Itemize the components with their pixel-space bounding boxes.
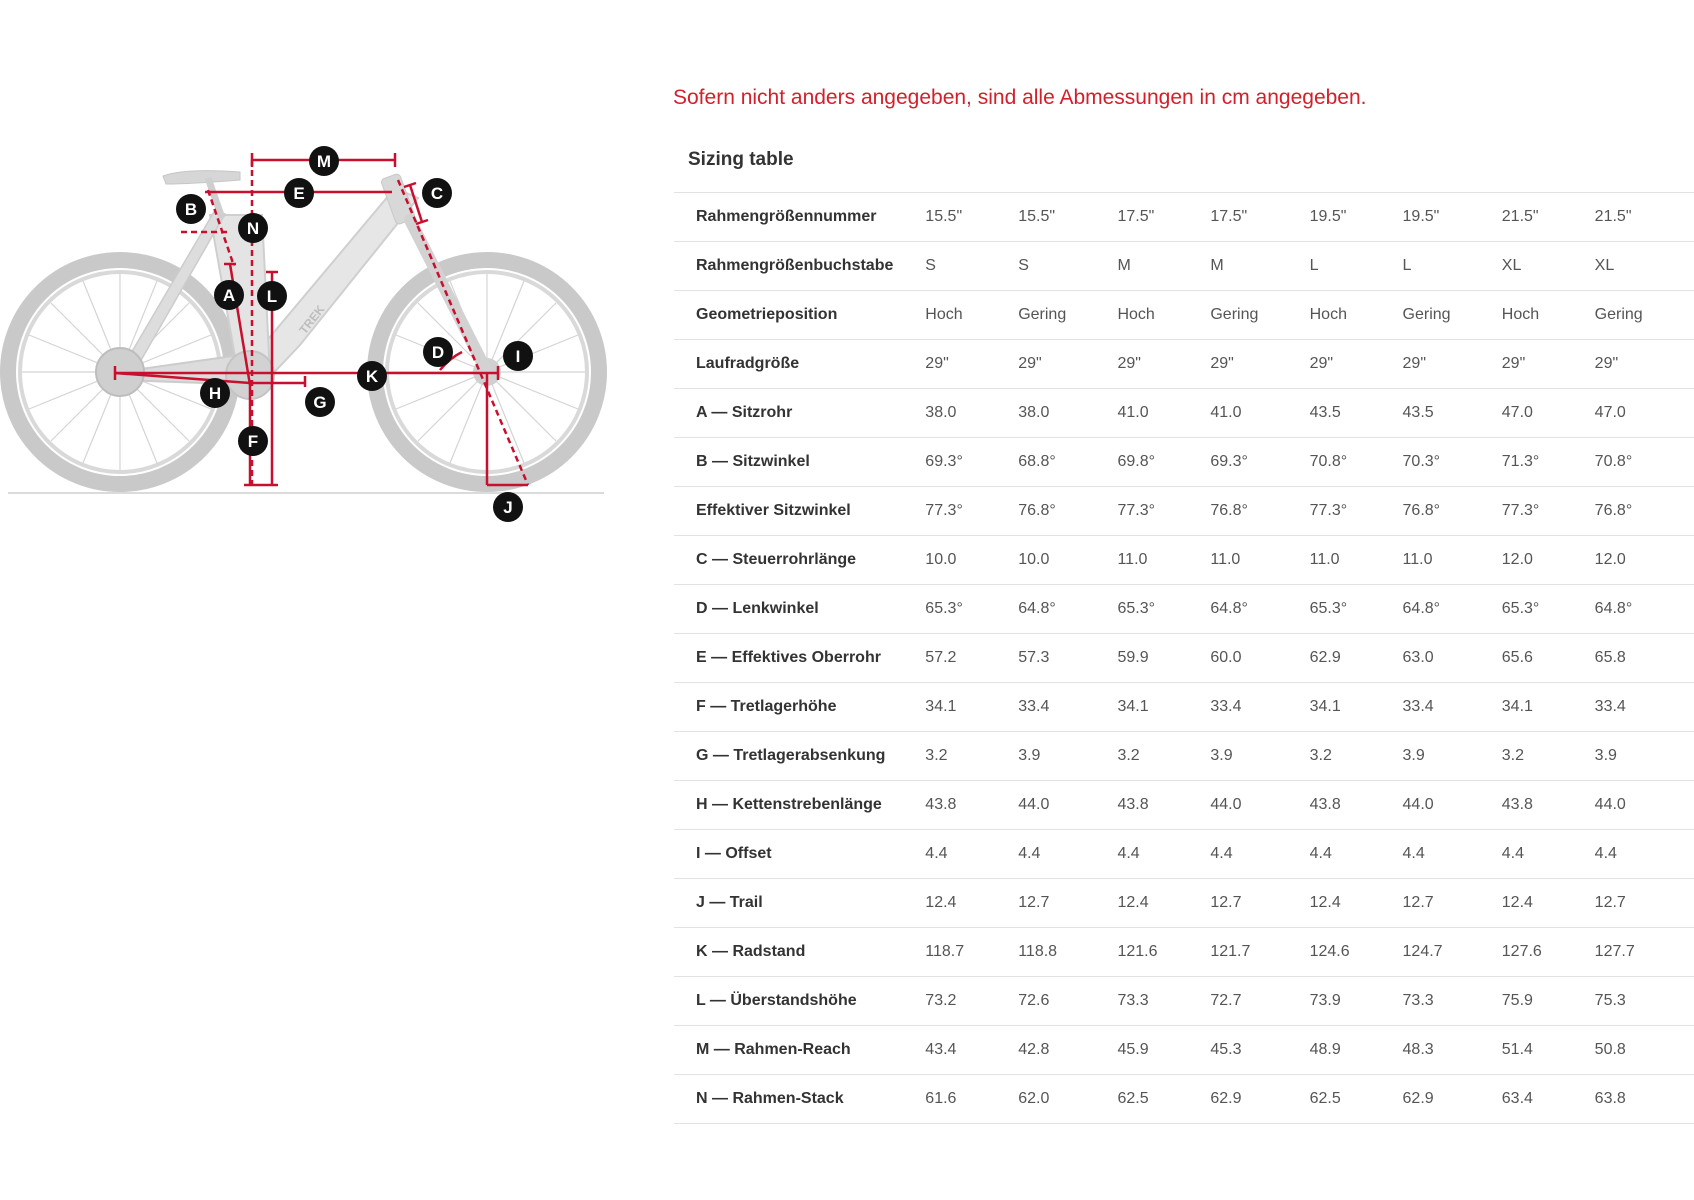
table-cell: 73.9 bbox=[1310, 977, 1403, 1026]
table-row bbox=[674, 340, 1694, 389]
table-cell: 42.8 bbox=[1018, 1026, 1117, 1075]
table-cell: 41.0 bbox=[1210, 389, 1309, 438]
table-cell: 45.3 bbox=[1210, 1026, 1309, 1075]
table-cell: 57.2 bbox=[925, 634, 1018, 683]
table-cell: 3.9 bbox=[1595, 732, 1694, 781]
table-cell: 62.9 bbox=[1310, 634, 1403, 683]
table-cell: 68.8° bbox=[1018, 438, 1117, 487]
table-cell: 69.3° bbox=[925, 438, 1018, 487]
table-cell: 118.8 bbox=[1018, 928, 1117, 977]
table-cell: 34.1 bbox=[1310, 683, 1403, 732]
table-row bbox=[674, 487, 1694, 536]
table-cell: 47.0 bbox=[1502, 389, 1595, 438]
row-label: Effektiver Sitzwinkel bbox=[674, 487, 925, 536]
table-cell: 29" bbox=[1117, 340, 1210, 389]
table-cell: 29" bbox=[1310, 340, 1403, 389]
table-cell: 124.7 bbox=[1403, 928, 1502, 977]
row-label: Rahmengrößenbuchstabe bbox=[674, 242, 925, 291]
section-title: Sizing table bbox=[688, 149, 794, 170]
table-cell: 4.4 bbox=[1403, 830, 1502, 879]
table-cell: 127.6 bbox=[1502, 928, 1595, 977]
table-cell: 11.0 bbox=[1117, 536, 1210, 585]
svg-text:L: L bbox=[266, 287, 278, 306]
table-row bbox=[674, 438, 1694, 487]
table-cell: 4.4 bbox=[1117, 830, 1210, 879]
table-row bbox=[674, 634, 1694, 683]
sizing-table bbox=[674, 192, 1694, 1124]
dimension-badge-g bbox=[305, 387, 335, 417]
svg-text:J: J bbox=[503, 498, 513, 517]
table-cell: 43.8 bbox=[1310, 781, 1403, 830]
table-cell: 48.3 bbox=[1403, 1026, 1502, 1075]
table-cell: 43.8 bbox=[1117, 781, 1210, 830]
table-cell: 43.4 bbox=[925, 1026, 1018, 1075]
table-cell: 34.1 bbox=[1502, 683, 1595, 732]
svg-text:A: A bbox=[222, 286, 236, 305]
dimension-badge-d bbox=[423, 337, 453, 367]
table-cell: 44.0 bbox=[1595, 781, 1694, 830]
table-row bbox=[674, 389, 1694, 438]
table-cell: 64.8° bbox=[1018, 585, 1117, 634]
row-label: J — Trail bbox=[674, 879, 925, 928]
table-cell: XL bbox=[1502, 242, 1595, 291]
dimension-badge-e bbox=[284, 178, 314, 208]
svg-text:D: D bbox=[431, 343, 445, 362]
table-row bbox=[674, 1026, 1694, 1075]
table-row bbox=[674, 585, 1694, 634]
svg-text:B: B bbox=[184, 200, 198, 219]
table-cell: S bbox=[925, 242, 1018, 291]
table-cell: 51.4 bbox=[1502, 1026, 1595, 1075]
table-row bbox=[674, 977, 1694, 1026]
table-cell: M bbox=[1117, 242, 1210, 291]
table-cell: 65.3° bbox=[1310, 585, 1403, 634]
table-cell: 121.7 bbox=[1210, 928, 1309, 977]
table-cell: 70.8° bbox=[1595, 438, 1694, 487]
table-cell: 62.0 bbox=[1018, 1075, 1117, 1124]
row-label: Laufradgröße bbox=[674, 340, 925, 389]
table-cell: 29" bbox=[1403, 340, 1502, 389]
brand-mark: TREK bbox=[296, 302, 328, 337]
table-cell: 63.4 bbox=[1502, 1075, 1595, 1124]
table-row bbox=[674, 879, 1694, 928]
table-cell: 65.3° bbox=[1502, 585, 1595, 634]
table-row bbox=[674, 536, 1694, 585]
table-cell: 73.3 bbox=[1403, 977, 1502, 1026]
dimension-badge-j bbox=[493, 492, 523, 522]
table-cell: Gering bbox=[1403, 291, 1502, 340]
dimension-badge-h bbox=[200, 378, 230, 408]
table-row bbox=[674, 683, 1694, 732]
table-cell: 127.7 bbox=[1595, 928, 1694, 977]
table-cell: 70.8° bbox=[1310, 438, 1403, 487]
table-cell: 33.4 bbox=[1595, 683, 1694, 732]
table-cell: 33.4 bbox=[1210, 683, 1309, 732]
table-cell: 15.5" bbox=[1018, 193, 1117, 242]
table-cell: 3.2 bbox=[1117, 732, 1210, 781]
svg-text:N: N bbox=[246, 219, 260, 238]
dimension-badge-f bbox=[238, 426, 268, 456]
table-cell: 69.3° bbox=[1210, 438, 1309, 487]
table-cell: L bbox=[1310, 242, 1403, 291]
table-row bbox=[674, 830, 1694, 879]
table-cell: 3.9 bbox=[1210, 732, 1309, 781]
table-cell: 34.1 bbox=[1117, 683, 1210, 732]
table-cell: 21.5" bbox=[1502, 193, 1595, 242]
table-cell: 43.8 bbox=[925, 781, 1018, 830]
table-cell: 4.4 bbox=[1595, 830, 1694, 879]
table-cell: Gering bbox=[1595, 291, 1694, 340]
row-label: E — Effektives Oberrohr bbox=[674, 634, 925, 683]
table-cell: 50.8 bbox=[1595, 1026, 1694, 1075]
table-cell: 43.5 bbox=[1310, 389, 1403, 438]
table-cell: 77.3° bbox=[925, 487, 1018, 536]
table-cell: 3.2 bbox=[925, 732, 1018, 781]
table-cell: 19.5" bbox=[1310, 193, 1403, 242]
table-cell: 76.8° bbox=[1595, 487, 1694, 536]
table-cell: M bbox=[1210, 242, 1309, 291]
table-cell: 3.9 bbox=[1018, 732, 1117, 781]
table-cell: 77.3° bbox=[1117, 487, 1210, 536]
table-cell: 4.4 bbox=[1210, 830, 1309, 879]
table-cell: 17.5" bbox=[1210, 193, 1309, 242]
table-cell: 73.2 bbox=[925, 977, 1018, 1026]
table-cell: 10.0 bbox=[1018, 536, 1117, 585]
table-cell: 64.8° bbox=[1595, 585, 1694, 634]
dimension-badge-c bbox=[422, 178, 452, 208]
table-cell: 124.6 bbox=[1310, 928, 1403, 977]
table-row bbox=[674, 781, 1694, 830]
table-cell: 63.0 bbox=[1403, 634, 1502, 683]
table-cell: 73.3 bbox=[1117, 977, 1210, 1026]
row-label: H — Kettenstrebenlänge bbox=[674, 781, 925, 830]
table-cell: 4.4 bbox=[1502, 830, 1595, 879]
table-cell: 29" bbox=[1595, 340, 1694, 389]
row-label: A — Sitzrohr bbox=[674, 389, 925, 438]
svg-text:C: C bbox=[430, 184, 444, 203]
table-cell: 59.9 bbox=[1117, 634, 1210, 683]
table-row bbox=[674, 291, 1694, 340]
table-cell: 12.4 bbox=[1117, 879, 1210, 928]
table-cell: 77.3° bbox=[1502, 487, 1595, 536]
table-cell: 45.9 bbox=[1117, 1026, 1210, 1075]
table-cell: 29" bbox=[1502, 340, 1595, 389]
table-cell: 44.0 bbox=[1403, 781, 1502, 830]
table-cell: Hoch bbox=[1117, 291, 1210, 340]
dimension-badge-l bbox=[257, 281, 287, 311]
table-cell: 44.0 bbox=[1210, 781, 1309, 830]
svg-text:G: G bbox=[313, 393, 327, 412]
table-cell: XL bbox=[1595, 242, 1694, 291]
dimension-badge-i bbox=[503, 341, 533, 371]
table-cell: L bbox=[1403, 242, 1502, 291]
table-cell: 29" bbox=[1210, 340, 1309, 389]
svg-text:F: F bbox=[247, 432, 259, 451]
table-cell: 77.3° bbox=[1310, 487, 1403, 536]
units-note: Sofern nicht anders angegeben, sind alle Abmessungen in cm angegeben. bbox=[673, 86, 1367, 109]
row-label: L — Überstandshöhe bbox=[674, 977, 925, 1026]
table-cell: 12.0 bbox=[1595, 536, 1694, 585]
table-cell: 72.6 bbox=[1018, 977, 1117, 1026]
table-cell: 62.9 bbox=[1403, 1075, 1502, 1124]
table-cell: 15.5" bbox=[925, 193, 1018, 242]
table-cell: 12.4 bbox=[1310, 879, 1403, 928]
table-cell: 44.0 bbox=[1018, 781, 1117, 830]
svg-text:I: I bbox=[515, 347, 521, 366]
table-cell: Hoch bbox=[925, 291, 1018, 340]
row-label: N — Rahmen-Stack bbox=[674, 1075, 925, 1124]
row-label: G — Tretlagerabsenkung bbox=[674, 732, 925, 781]
dimension-badge-m bbox=[309, 146, 339, 176]
table-cell: 65.6 bbox=[1502, 634, 1595, 683]
table-cell: 33.4 bbox=[1403, 683, 1502, 732]
row-label: C — Steuerrohrlänge bbox=[674, 536, 925, 585]
table-cell: 62.5 bbox=[1310, 1075, 1403, 1124]
table-cell: 43.5 bbox=[1403, 389, 1502, 438]
table-cell: 62.5 bbox=[1117, 1075, 1210, 1124]
table-cell: 76.8° bbox=[1403, 487, 1502, 536]
table-cell: 62.9 bbox=[1210, 1075, 1309, 1124]
bike-geometry-diagram bbox=[0, 140, 620, 540]
table-cell: 63.8 bbox=[1595, 1075, 1694, 1124]
row-label: I — Offset bbox=[674, 830, 925, 879]
table-cell: 70.3° bbox=[1403, 438, 1502, 487]
table-cell: 64.8° bbox=[1210, 585, 1309, 634]
table-cell: 12.4 bbox=[925, 879, 1018, 928]
table-cell: 21.5" bbox=[1595, 193, 1694, 242]
table-cell: 38.0 bbox=[925, 389, 1018, 438]
svg-text:H: H bbox=[208, 384, 222, 403]
table-cell: 12.7 bbox=[1018, 879, 1117, 928]
table-cell: 17.5" bbox=[1117, 193, 1210, 242]
table-row bbox=[674, 1075, 1694, 1124]
table-cell: 38.0 bbox=[1018, 389, 1117, 438]
table-cell: 3.2 bbox=[1502, 732, 1595, 781]
table-cell: Gering bbox=[1210, 291, 1309, 340]
table-cell: 47.0 bbox=[1595, 389, 1694, 438]
row-label: F — Tretlagerhöhe bbox=[674, 683, 925, 732]
sizing-table-container[interactable] bbox=[674, 192, 1643, 1124]
table-row bbox=[674, 928, 1694, 977]
table-cell: S bbox=[1018, 242, 1117, 291]
table-cell: 76.8° bbox=[1210, 487, 1309, 536]
row-label: Rahmengrößennummer bbox=[674, 193, 925, 242]
table-cell: 48.9 bbox=[1310, 1026, 1403, 1075]
svg-text:M: M bbox=[316, 152, 332, 171]
table-cell: 29" bbox=[1018, 340, 1117, 389]
table-cell: 71.3° bbox=[1502, 438, 1595, 487]
table-row bbox=[674, 242, 1694, 291]
sizing-table-body bbox=[674, 193, 1694, 1124]
table-row bbox=[674, 732, 1694, 781]
table-cell: 69.8° bbox=[1117, 438, 1210, 487]
table-cell: 72.7 bbox=[1210, 977, 1309, 1026]
table-cell: 3.2 bbox=[1310, 732, 1403, 781]
row-label: M — Rahmen-Reach bbox=[674, 1026, 925, 1075]
row-label: B — Sitzwinkel bbox=[674, 438, 925, 487]
table-cell: 12.7 bbox=[1595, 879, 1694, 928]
table-cell: 10.0 bbox=[925, 536, 1018, 585]
table-cell: 4.4 bbox=[1018, 830, 1117, 879]
table-cell: 34.1 bbox=[925, 683, 1018, 732]
table-cell: 3.9 bbox=[1403, 732, 1502, 781]
table-cell: 75.3 bbox=[1595, 977, 1694, 1026]
table-cell: 118.7 bbox=[925, 928, 1018, 977]
table-cell: 65.3° bbox=[1117, 585, 1210, 634]
table-cell: 29" bbox=[925, 340, 1018, 389]
table-cell: 57.3 bbox=[1018, 634, 1117, 683]
table-cell: 11.0 bbox=[1210, 536, 1309, 585]
dimension-badge-k bbox=[357, 361, 387, 391]
svg-text:K: K bbox=[365, 367, 379, 386]
table-cell: 64.8° bbox=[1403, 585, 1502, 634]
table-cell: Hoch bbox=[1310, 291, 1403, 340]
table-cell: 33.4 bbox=[1018, 683, 1117, 732]
table-row bbox=[674, 193, 1694, 242]
table-cell: Gering bbox=[1018, 291, 1117, 340]
table-cell: Hoch bbox=[1502, 291, 1595, 340]
table-cell: 11.0 bbox=[1310, 536, 1403, 585]
table-cell: 76.8° bbox=[1018, 487, 1117, 536]
table-cell: 12.7 bbox=[1210, 879, 1309, 928]
table-cell: 43.8 bbox=[1502, 781, 1595, 830]
table-cell: 12.4 bbox=[1502, 879, 1595, 928]
table-cell: 65.8 bbox=[1595, 634, 1694, 683]
table-cell: 4.4 bbox=[1310, 830, 1403, 879]
table-cell: 41.0 bbox=[1117, 389, 1210, 438]
table-cell: 4.4 bbox=[925, 830, 1018, 879]
table-cell: 11.0 bbox=[1403, 536, 1502, 585]
svg-text:E: E bbox=[293, 184, 305, 203]
table-cell: 12.7 bbox=[1403, 879, 1502, 928]
table-cell: 75.9 bbox=[1502, 977, 1595, 1026]
dimension-badge-n bbox=[238, 213, 268, 243]
table-cell: 19.5" bbox=[1403, 193, 1502, 242]
row-label: K — Radstand bbox=[674, 928, 925, 977]
table-cell: 60.0 bbox=[1210, 634, 1309, 683]
dimension-badge-a bbox=[214, 280, 244, 310]
row-label: D — Lenkwinkel bbox=[674, 585, 925, 634]
row-label: Geometrieposition bbox=[674, 291, 925, 340]
table-cell: 121.6 bbox=[1117, 928, 1210, 977]
table-cell: 65.3° bbox=[925, 585, 1018, 634]
table-cell: 61.6 bbox=[925, 1075, 1018, 1124]
table-cell: 12.0 bbox=[1502, 536, 1595, 585]
dimension-badge-b bbox=[176, 194, 206, 224]
